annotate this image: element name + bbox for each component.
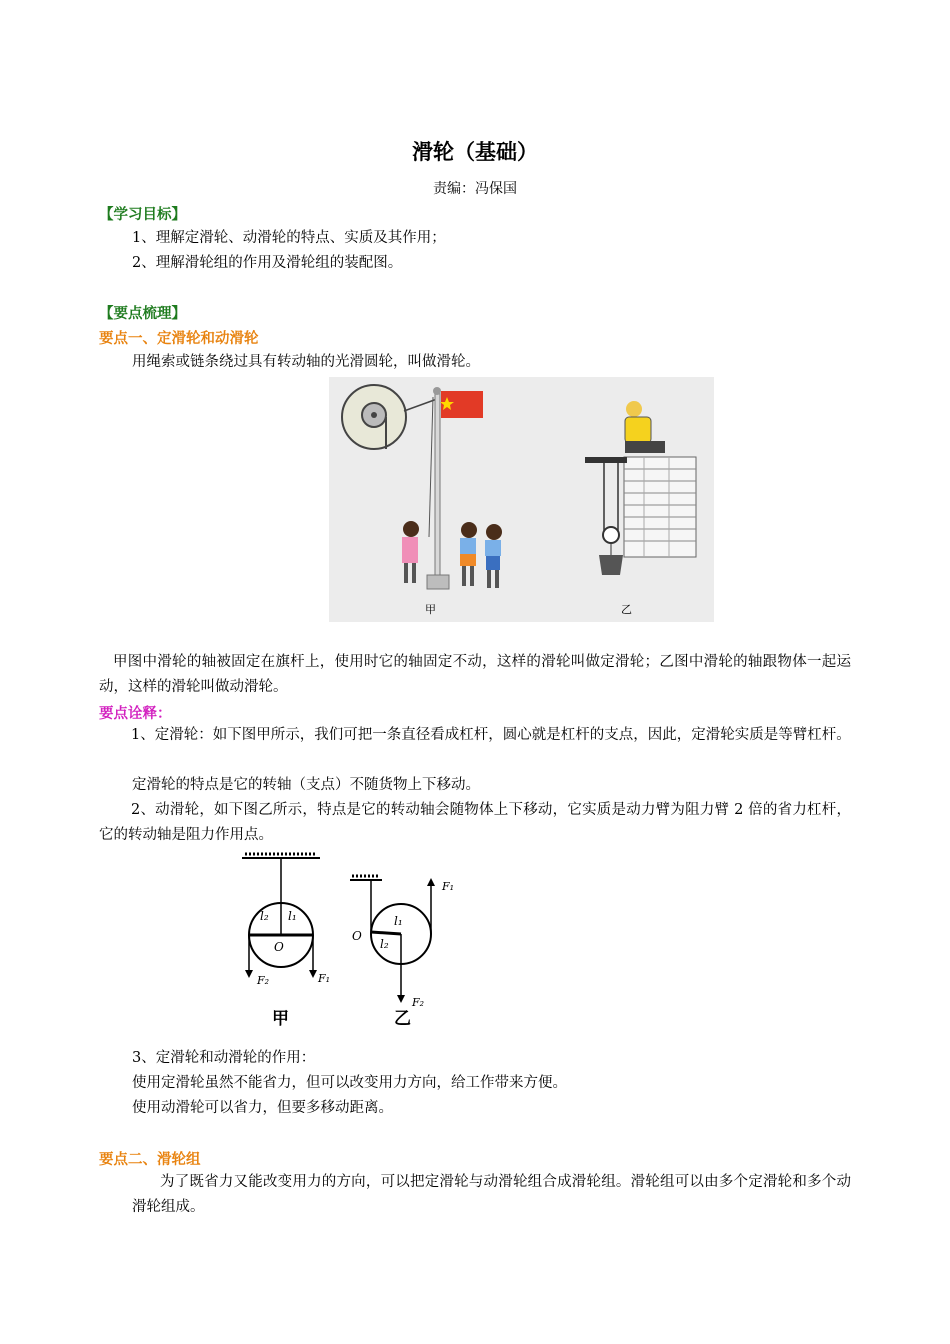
point1-para: 甲图中滑轮的轴被固定在旗杆上，使用时它的轴固定不动，这样的滑轮叫做定滑轮；乙图中滑轮的轴跟物体一起运动，这样的滑轮叫做动滑轮。 bbox=[99, 654, 851, 695]
arrow-f1-left bbox=[309, 970, 317, 978]
outline-heading: 【要点梳理】 bbox=[99, 306, 186, 322]
page-title: 滑轮（基础） bbox=[412, 140, 538, 164]
bucket-icon bbox=[599, 555, 623, 575]
label-l1-right: l₁ bbox=[394, 914, 403, 928]
explain-item-3: 3、定滑轮和动滑轮的作用： bbox=[132, 1050, 316, 1066]
illus-label-left: 甲 bbox=[425, 603, 436, 616]
editor-line: 责编：冯保国 bbox=[433, 181, 517, 197]
lever-right bbox=[371, 932, 401, 934]
arrow-f2-right bbox=[397, 995, 405, 1003]
beam bbox=[585, 457, 627, 463]
flagpole bbox=[435, 391, 440, 583]
label-f2-left: F₂ bbox=[257, 974, 270, 987]
children-figures bbox=[402, 521, 502, 588]
label-f1-left: F₁ bbox=[318, 972, 331, 985]
label-l1-left: l₁ bbox=[288, 909, 297, 923]
label-f1-right: F₁ bbox=[442, 880, 455, 893]
movable-pulley-icon bbox=[603, 527, 619, 543]
explain-item-3b: 使用动滑轮可以省力，但要多移动距离。 bbox=[132, 1100, 393, 1116]
arrow-f2-left bbox=[245, 970, 253, 978]
caption-left: 甲 bbox=[272, 1009, 289, 1029]
flag-rope bbox=[429, 397, 433, 537]
caption-right: 乙 bbox=[394, 1009, 411, 1029]
inset-pointer bbox=[404, 399, 437, 411]
flagpole-base bbox=[427, 575, 449, 589]
label-l2-left: l₂ bbox=[260, 909, 269, 923]
point2-heading: 要点二、滑轮组 bbox=[99, 1152, 201, 1168]
label-o-right: O bbox=[352, 929, 362, 943]
label-l2-right: l₂ bbox=[380, 937, 389, 951]
explain-heading: 要点诠释： bbox=[99, 706, 172, 722]
pulley-illustration-svg bbox=[329, 377, 714, 622]
explain-item-1b: 定滑轮的特点是它的转轴（支点）不随货物上下移动。 bbox=[132, 777, 480, 793]
pulley-illustration bbox=[329, 377, 714, 622]
point1-heading: 要点一、定滑轮和动滑轮 bbox=[99, 331, 259, 347]
illus-label-right: 乙 bbox=[621, 603, 632, 616]
arrow-f1-right bbox=[427, 878, 435, 886]
label-o-left: O bbox=[274, 940, 284, 954]
point1-intro: 用绳索或链条绕过具有转动轴的光滑圆轮，叫做滑轮。 bbox=[132, 354, 480, 370]
goals-heading: 【学习目标】 bbox=[99, 207, 186, 223]
flagpole-top bbox=[433, 387, 441, 395]
worker-figure bbox=[625, 401, 665, 453]
lever-diagram bbox=[230, 852, 460, 1032]
inset-axle bbox=[371, 412, 377, 418]
brick-wall bbox=[624, 457, 696, 557]
label-f2-right: F₂ bbox=[412, 996, 425, 1009]
explain-item-2: 2、动滑轮，如下图乙所示，特点是它的转动轴会随物体上下移动，它实质是动力臂为阻力臂 2 倍的省力杠杆，它的转动轴是阻力作用点。 bbox=[99, 802, 851, 843]
goal-item-1: 1、理解定滑轮、动滑轮的特点、实质及其作用； bbox=[132, 230, 446, 246]
explain-item-1: 1、定滑轮：如下图甲所示，我们可把一条直径看成杠杆，圆心就是杠杆的支点，因此，定滑轮实质是等臂杠杆。 bbox=[131, 727, 851, 743]
goal-item-2: 2、理解滑轮组的作用及滑轮组的装配图。 bbox=[132, 255, 403, 271]
lever-diagram-svg bbox=[230, 852, 460, 1032]
point2-para: 为了既省力又能改变用力的方向，可以把定滑轮与动滑轮组合成滑轮组。滑轮组可以由多个定滑轮和多个动滑轮组成。 bbox=[132, 1174, 851, 1215]
explain-item-3a: 使用定滑轮虽然不能省力，但可以改变用力方向，给工作带来方便。 bbox=[132, 1075, 567, 1091]
